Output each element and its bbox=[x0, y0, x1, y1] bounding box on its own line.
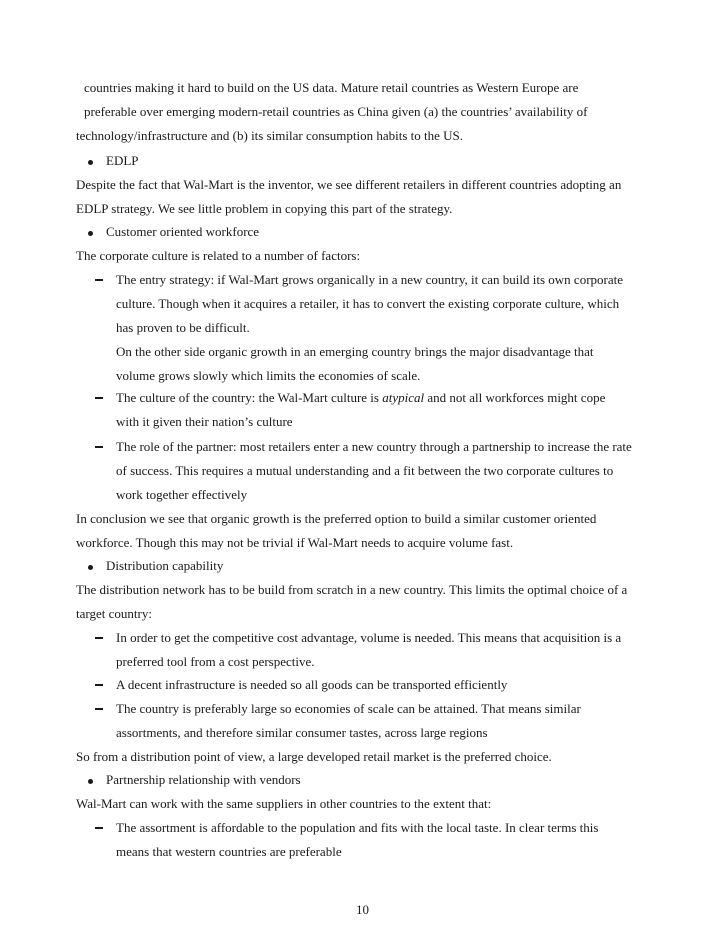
workforce-item-2-text-c: and not all workforces might cope bbox=[424, 390, 606, 405]
distribution-item-1-line-1: In order to get the competitive cost advantage, volume is needed. This means that acquisition is a bbox=[116, 630, 622, 645]
workforce-conclusion-line-2: workforce. Though this may not be trivial if Wal-Mart needs to acquire volume fast. bbox=[76, 535, 514, 550]
page-number: 10 bbox=[356, 902, 369, 917]
workforce-item-3-line-2: of success. This requires a mutual understanding and a fit between the two corporate cultures to bbox=[116, 463, 614, 478]
distribution-item-3-line-1: The country is preferably large so economies of scale can be attained. That means similar bbox=[116, 701, 581, 716]
distribution-item-3-line-2: assortments, and therefore similar consumer tastes, across large regions bbox=[116, 725, 488, 740]
intro-line-2: preferable over emerging modern-retail countries as China given (a) the countries’ availability of bbox=[84, 104, 588, 119]
workforce-item-1-line-3: has proven to be difficult. bbox=[116, 320, 250, 335]
workforce-intro: The corporate culture is related to a number of factors: bbox=[76, 248, 361, 263]
workforce-item-3-line-3: work together effectively bbox=[116, 487, 248, 502]
dash-icon bbox=[95, 708, 103, 710]
workforce-item-1-line-4: On the other side organic growth in an emerging country brings the major disadvantage that bbox=[116, 344, 594, 359]
intro-line-1: countries making it hard to build on the US data. Mature retail countries as Western Europe are bbox=[84, 80, 579, 95]
distribution-conclusion: So from a distribution point of view, a large developed retail market is the preferred choice. bbox=[76, 749, 552, 764]
dash-icon bbox=[95, 827, 103, 829]
workforce-item-2-line-2: with it given their nation’s culture bbox=[116, 414, 293, 429]
workforce-item-2-line-1 bbox=[116, 390, 605, 406]
bullet-icon bbox=[88, 160, 93, 165]
dash-icon bbox=[95, 684, 103, 686]
workforce-conclusion-line-1: In conclusion we see that organic growth is the preferred option to build a similar customer oriented bbox=[76, 511, 597, 526]
distribution-item-1-line-2: preferred tool from a cost perspective. bbox=[116, 654, 315, 669]
distribution-paragraph-line-1: The distribution network has to be build from scratch in a new country. This limits the optimal choice of a bbox=[76, 582, 628, 597]
dash-icon bbox=[95, 637, 103, 639]
dash-icon bbox=[95, 446, 103, 448]
vendors-item-1-line-1: The assortment is affordable to the population and fits with the local taste. In clear terms this bbox=[116, 820, 599, 835]
workforce-item-2-italic: atypical bbox=[382, 390, 425, 405]
vendors-intro: Wal-Mart can work with the same suppliers in other countries to the extent that: bbox=[76, 796, 492, 811]
workforce-item-1-line-2: culture. Though when it acquires a retailer, it has to convert the existing corporate culture, which bbox=[116, 296, 620, 311]
vendors-item-1-line-2: means that western countries are preferable bbox=[116, 844, 342, 859]
workforce-heading: Customer oriented workforce bbox=[106, 224, 260, 239]
bullet-icon bbox=[88, 779, 93, 784]
dash-icon bbox=[95, 279, 103, 281]
edlp-paragraph-line-2: EDLP strategy. We see little problem in copying this part of the strategy. bbox=[76, 201, 453, 216]
bullet-icon bbox=[88, 565, 93, 570]
workforce-item-3-line-1: The role of the partner: most retailers enter a new country through a partnership to increase the rate bbox=[116, 439, 632, 454]
vendors-heading: Partnership relationship with vendors bbox=[106, 772, 301, 787]
edlp-paragraph-line-1: Despite the fact that Wal-Mart is the inventor, we see different retailers in different countries adopting an bbox=[76, 177, 622, 192]
intro-line-3: technology/infrastructure and (b) its similar consumption habits to the US. bbox=[76, 128, 464, 143]
distribution-item-2: A decent infrastructure is needed so all goods can be transported efficiently bbox=[116, 677, 508, 692]
dash-icon bbox=[95, 397, 103, 399]
distribution-heading: Distribution capability bbox=[106, 558, 224, 573]
edlp-heading: EDLP bbox=[106, 153, 139, 168]
workforce-item-2-text-a: The culture of the country: the Wal-Mart culture is bbox=[116, 390, 383, 405]
bullet-icon bbox=[88, 231, 93, 236]
workforce-item-1-line-1: The entry strategy: if Wal-Mart grows organically in a new country, it can build its own corporate bbox=[116, 272, 624, 287]
workforce-item-1-line-5: volume grows slowly which limits the economies of scale. bbox=[116, 368, 421, 383]
distribution-paragraph-line-2: target country: bbox=[76, 606, 152, 621]
